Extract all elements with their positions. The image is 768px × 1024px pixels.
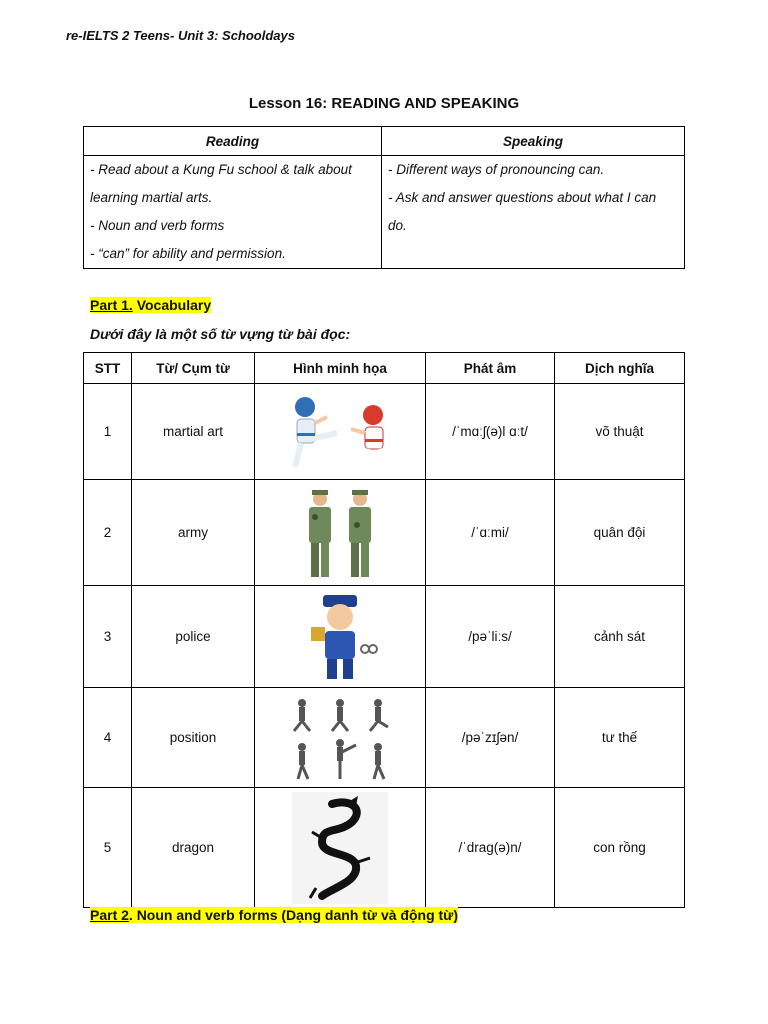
- row-num: 3: [84, 586, 132, 688]
- vocab-table: [83, 352, 685, 908]
- col-stt: STT: [84, 353, 132, 384]
- row-num: 5: [84, 788, 132, 908]
- row-word: position: [132, 688, 255, 788]
- row-image: [255, 586, 426, 688]
- position-icon: [284, 693, 396, 783]
- army-icon: [295, 485, 385, 581]
- row-pron: /pəˈliːs/: [426, 586, 555, 688]
- reading-line: - “can” for ability and permission.: [90, 246, 286, 261]
- row-meaning: cảnh sát: [555, 586, 685, 688]
- col-meaning: Dịch nghĩa: [555, 353, 685, 384]
- speaking-line: - Different ways of pronouncing can.: [388, 162, 605, 177]
- row-meaning: tư thế: [555, 688, 685, 788]
- table-row: [84, 688, 685, 788]
- row-meaning: quân đội: [555, 480, 685, 586]
- overview-table: [83, 126, 685, 269]
- part1-label: Part 1.: [90, 297, 133, 313]
- col-image: Hình minh họa: [255, 353, 426, 384]
- row-pron: /ˈmɑːʃ(ə)l ɑːt/: [426, 384, 555, 480]
- part1-title: Vocabulary: [132, 297, 212, 313]
- reading-line: - Read about a Kung Fu school & talk about learning martial arts.: [90, 162, 352, 205]
- row-image: [255, 384, 426, 480]
- row-num: 2: [84, 480, 132, 586]
- speaking-cell: [382, 156, 685, 269]
- police-icon: [295, 591, 385, 683]
- reading-header: Reading: [84, 127, 382, 156]
- row-pron: /ˈɑːmi/: [426, 480, 555, 586]
- row-pron: /ˈdrag(ə)n/: [426, 788, 555, 908]
- part2-title: . Noun and verb forms (Dạng danh từ và động từ): [128, 907, 458, 923]
- row-image: [255, 480, 426, 586]
- martial-art-icon: [275, 389, 405, 475]
- row-pron: /pəˈzɪʃən/: [426, 688, 555, 788]
- row-meaning: con rồng: [555, 788, 685, 908]
- table-row: [84, 586, 685, 688]
- dragon-icon: [292, 792, 388, 904]
- part2-label: Part 2: [90, 907, 129, 923]
- col-word: Từ/ Cụm từ: [132, 353, 255, 384]
- row-image: [255, 788, 426, 908]
- row-word: police: [132, 586, 255, 688]
- reading-line: - Noun and verb forms: [90, 218, 225, 233]
- col-pron: Phát âm: [426, 353, 555, 384]
- vocab-intro: Dưới đây là một số từ vựng từ bài đọc:: [90, 326, 351, 342]
- lesson-title: Lesson 16: READING AND SPEAKING: [248, 95, 520, 112]
- table-row: [84, 788, 685, 908]
- row-word: martial art: [132, 384, 255, 480]
- speaking-line: - Ask and answer questions about what I can do.: [388, 190, 657, 233]
- header-note: re-IELTS 2 Teens- Unit 3: Schooldays: [66, 28, 295, 43]
- table-row: [84, 384, 685, 480]
- vocab-header-row: [84, 353, 685, 384]
- row-word: dragon: [132, 788, 255, 908]
- reading-cell: [84, 156, 382, 269]
- part1-heading: [90, 297, 211, 313]
- speaking-header: Speaking: [382, 127, 685, 156]
- row-word: army: [132, 480, 255, 586]
- table-row: [84, 480, 685, 586]
- row-num: 1: [84, 384, 132, 480]
- row-image: [255, 688, 426, 788]
- row-meaning: võ thuật: [555, 384, 685, 480]
- part2-heading: [90, 907, 458, 923]
- row-num: 4: [84, 688, 132, 788]
